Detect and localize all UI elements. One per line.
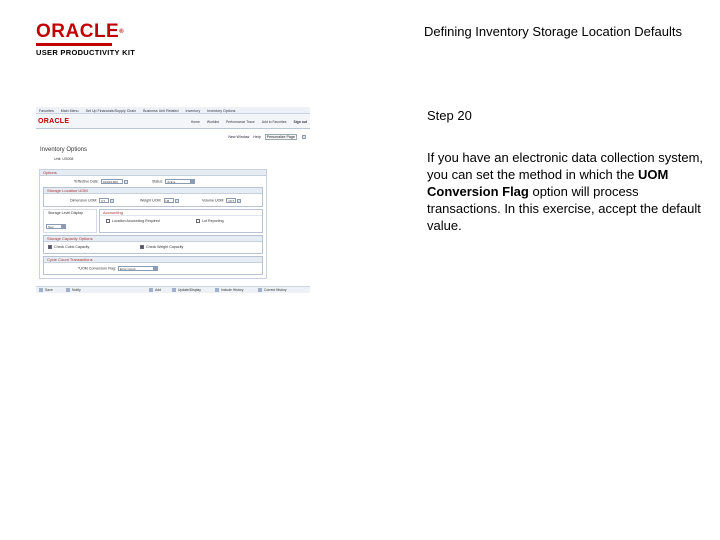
lookup-icon[interactable]	[175, 199, 179, 203]
logo-subtitle: USER PRODUCTIVITY KIT	[36, 48, 136, 57]
dimension-uom-input[interactable]: FT	[99, 198, 109, 203]
weight-uom-input[interactable]: LB	[164, 198, 174, 203]
page-links	[224, 134, 306, 140]
include-history-button[interactable]: Include History	[215, 288, 243, 292]
update-display-button[interactable]: Update/Display	[172, 288, 201, 292]
unit-field: Unit: US008	[54, 157, 74, 161]
storage-level-select-wrap	[46, 224, 66, 229]
help-link[interactable]: Help	[253, 135, 261, 139]
breadcrumb-item[interactable]: Business Unit Related	[143, 108, 179, 113]
effective-date-input[interactable]: 01/01/1900	[101, 179, 123, 184]
slide-title: Defining Inventory Storage Location Defaults	[424, 24, 682, 39]
worklist-link[interactable]: Worklist	[206, 120, 219, 124]
oracle-logo-word: ORACLE®	[36, 21, 125, 42]
correct-history-button[interactable]: Correct History	[258, 288, 287, 292]
uom-flag-emphasis: UOM Conversion Flag	[427, 167, 669, 199]
add-to-favorites-link[interactable]: Add to Favorites	[261, 120, 287, 124]
storage-level-select[interactable]: Text	[46, 224, 66, 229]
breadcrumb-item[interactable]: Main Menu	[60, 108, 79, 113]
page-title: Inventory Options	[40, 147, 88, 153]
breadcrumb-item[interactable]: Inventory	[185, 108, 201, 113]
options-header: Options	[40, 170, 266, 176]
new-window-icon[interactable]	[302, 135, 306, 139]
calendar-icon[interactable]	[124, 180, 128, 184]
universal-nav	[184, 119, 307, 124]
lot-reporting-checkbox[interactable]: Lot Reporting	[196, 219, 224, 223]
app-header	[36, 114, 310, 129]
storage-uom-header: Storage Location UOM	[44, 188, 262, 194]
checkbox-icon[interactable]	[106, 219, 110, 223]
breadcrumb-bar	[36, 107, 310, 114]
check-cubic-checkbox[interactable]: Check Cubic Capacity	[48, 245, 89, 249]
status-field: Status: Active	[152, 179, 195, 184]
save-button[interactable]: Save	[39, 288, 53, 292]
checkbox-icon[interactable]	[140, 245, 144, 249]
logo-rule	[36, 43, 112, 46]
accounting-header: Accounting	[100, 210, 262, 216]
checkbox-icon[interactable]	[48, 245, 52, 249]
home-link[interactable]: Home	[190, 120, 200, 124]
effective-date-field: *Effective Date: 01/01/1900	[74, 179, 128, 184]
sign-out-link[interactable]: Sign out	[293, 120, 307, 124]
lookup-icon[interactable]	[237, 199, 241, 203]
lookup-icon[interactable]	[110, 199, 114, 203]
volume-uom-field: Volume UOM: CFT	[202, 198, 241, 203]
breadcrumb-item[interactable]: Inventory Options	[207, 108, 236, 113]
weight-uom-field: Weight UOM: LB	[140, 198, 179, 203]
capacity-header: Storage Capacity Options	[44, 236, 262, 242]
breadcrumb-item[interactable]: Set Up Financials/Supply Chain	[85, 108, 137, 113]
storage-uom-panel	[43, 187, 263, 207]
uom-conversion-flag-select[interactable]: Error Count	[118, 266, 158, 271]
notify-button[interactable]: Notify	[66, 288, 81, 292]
add-button[interactable]: Add	[149, 288, 161, 292]
page-toolbar	[36, 286, 310, 293]
personalize-page-link[interactable]: Personalize Page	[266, 135, 295, 139]
performance-trace-link[interactable]: Performance Trace	[225, 120, 255, 124]
dimension-uom-field: Dimension UOM: FT	[70, 198, 114, 203]
uom-conversion-flag-field: *UOM Conversion Flag: Error Count	[78, 266, 158, 271]
location-accounting-checkbox[interactable]: Location Accounting Required	[106, 219, 160, 223]
storage-level-field: Storage Level Display	[48, 211, 83, 215]
app-logo: ORACLE	[38, 118, 70, 125]
step-instructions: If you have an electronic data collection system, you can set the method in which the UOM Conversion Flag option will process transactions. In this exercise, accept the default value.	[427, 150, 704, 233]
oracle-upk-logo	[36, 22, 166, 57]
unit-value: US008	[62, 157, 74, 161]
step-title: Step 20	[427, 108, 472, 123]
volume-uom-input[interactable]: CFT	[226, 198, 236, 203]
new-window-link[interactable]: New Window	[228, 135, 250, 139]
checkbox-icon[interactable]	[196, 219, 200, 223]
status-select[interactable]: Active	[165, 179, 195, 184]
cycle-count-header: Cycle Count Transactions	[44, 257, 262, 263]
embedded-screenshot	[36, 107, 310, 294]
breadcrumb-item[interactable]: Favorites	[39, 108, 54, 113]
check-weight-checkbox[interactable]: Check Weight Capacity	[140, 245, 183, 249]
